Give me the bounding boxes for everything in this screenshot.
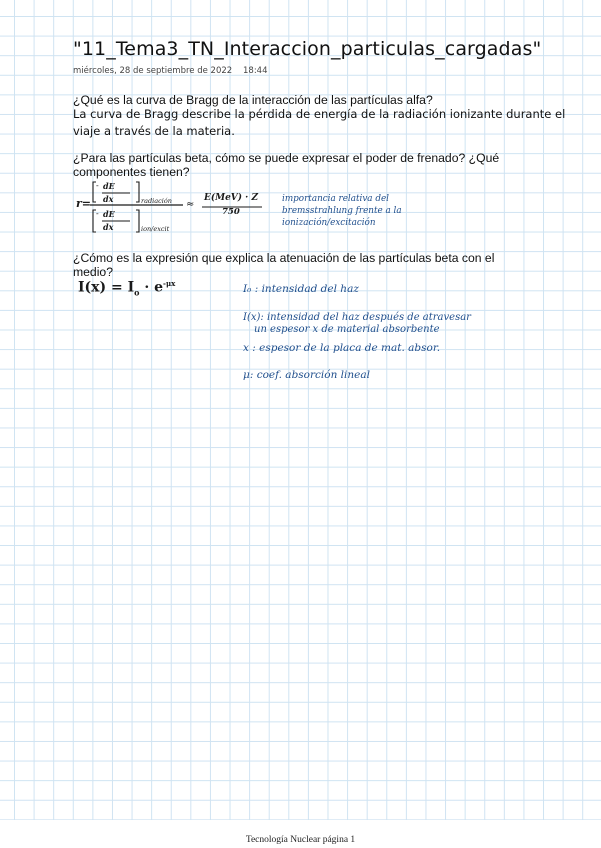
definition-x: x : espesor de la placa de mat. absor. [243,342,441,354]
attenuation-formula [78,279,175,297]
note-time: 18:44 [243,66,268,76]
attenuation-lhs: I(x) = I [78,279,135,296]
question-stopping-power-line1: ¿Para las partículas beta, cómo se puede expresar el poder de frenado? ¿Qué [73,151,500,165]
rhs-numerator: E(MeV) · Z [204,193,259,203]
num-dx: dx [103,194,114,204]
question-attenuation-line2: medio? [73,265,113,279]
note-title: "11_Tema3_TN_Interaccion_particulas_cargadas" [73,38,542,60]
note-date: miércoles, 28 de septiembre de 2022 [73,66,233,76]
handwritten-note-line1: importancia relativa del [282,194,389,204]
definition-ix-line2: un espesor x de material absorbente [254,324,440,335]
formula-approx: ≈ [186,199,195,210]
answer-bragg-line1: La curva de Bragg describe la pérdida de energía de la radiación ionizante durante el [73,107,566,121]
question-attenuation-line1: ¿Cómo es la expresión que explica la atenuación de las partículas beta con el [73,251,495,265]
rhs-denominator: 750 [222,207,240,217]
definition-ix-line1: I(x): intensidad del haz después de atravesar [243,312,471,323]
fraction-brackets [88,180,288,240]
answer-bragg-line2: viaje a través de la materia. [73,124,235,138]
question-bragg: ¿Qué es la curva de Bragg de la interacción de las partículas alfa? [73,93,433,107]
definition-i0: I₀ : intensidad del haz [243,283,359,295]
handwritten-note-line3: ionización/excitación [282,218,376,228]
formula-lhs: r= [76,197,92,210]
den-dE: dE [103,209,115,219]
num-sub: radiación [141,197,172,205]
num-dE: dE [103,181,115,191]
attenuation-sub: o [134,287,140,298]
den-dx: dx [103,222,114,232]
page-footer: Tecnología Nuclear página 1 [245,835,356,845]
definition-mu: μ: coef. absorción lineal [243,369,370,381]
attenuation-exponent: -μx [163,279,176,288]
den-sub: ion/excit [141,225,170,233]
attenuation-rhs: · e [139,279,164,296]
handwritten-note-line2: bremsstrahlung frente a la [282,206,402,216]
question-stopping-power-line2: componentes tienen? [73,165,190,179]
